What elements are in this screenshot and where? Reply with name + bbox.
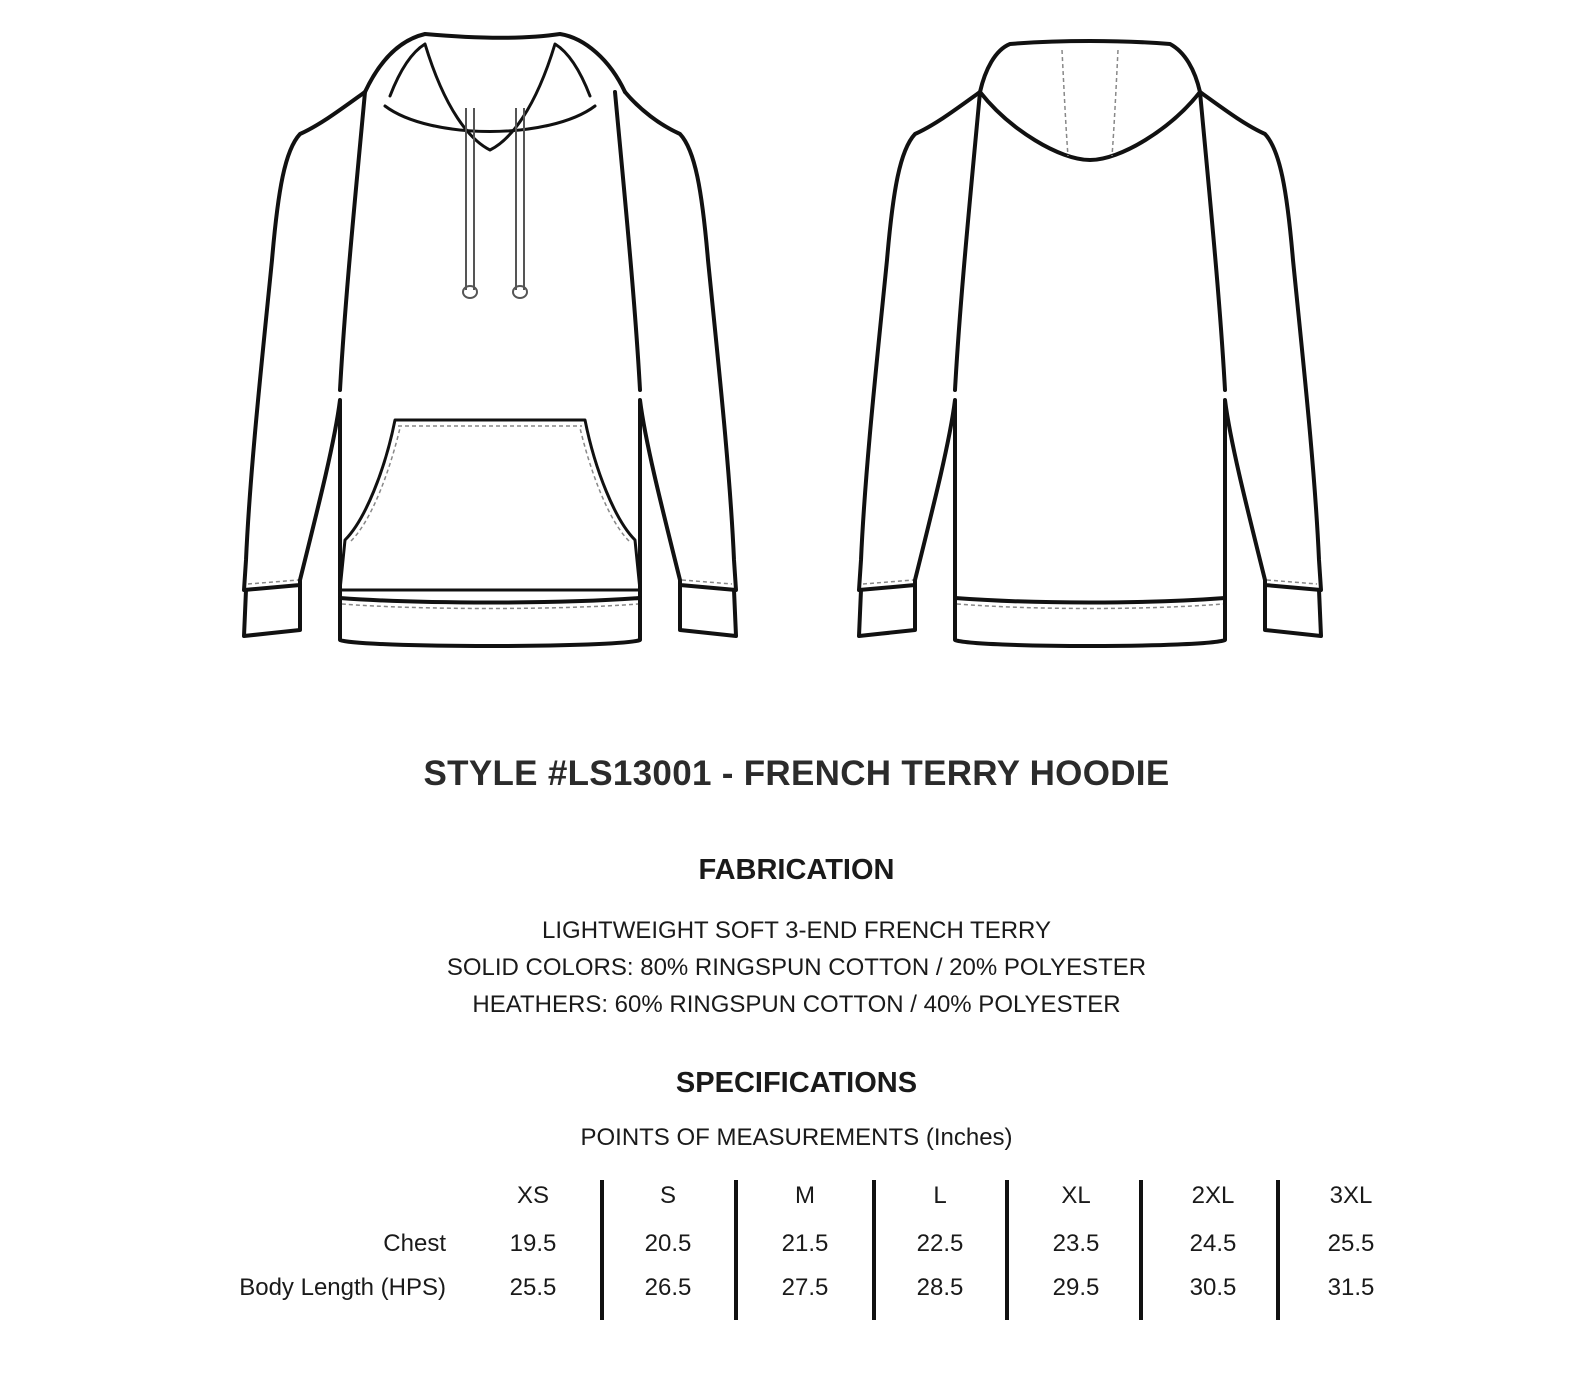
table-cell: 31.5	[1327, 1274, 1375, 1301]
size-header: M	[795, 1182, 815, 1209]
table-cell: 30.5	[1189, 1274, 1237, 1301]
column-divider	[1139, 1180, 1143, 1320]
size-header: S	[659, 1182, 677, 1209]
measurements-subheading: POINTS OF MEASUREMENTS (Inches)	[580, 1124, 1013, 1151]
fabrication-details	[0, 912, 1593, 1023]
table-cell: 20.5	[644, 1230, 692, 1257]
size-header: 3XL	[1329, 1182, 1373, 1209]
hoodie-back-view	[859, 41, 1321, 646]
size-header: XS	[516, 1182, 550, 1209]
table-cell: 28.5	[916, 1274, 964, 1301]
table-cell: 22.5	[916, 1230, 964, 1257]
column-divider	[1276, 1180, 1280, 1320]
table-cell: 21.5	[781, 1230, 829, 1257]
column-divider	[1005, 1180, 1009, 1320]
table-cell: 25.5	[509, 1274, 557, 1301]
size-header: 2XL	[1191, 1182, 1235, 1209]
column-divider	[600, 1180, 604, 1320]
table-cell: 25.5	[1327, 1230, 1375, 1257]
fabrication-line: HEATHERS: 60% RINGSPUN COTTON / 40% POLYESTER	[472, 991, 1121, 1018]
hoodie-front-view	[244, 34, 736, 646]
style-title: STYLE #LS13001 - FRENCH TERRY HOODIE	[423, 754, 1170, 793]
table-cell: 29.5	[1052, 1274, 1100, 1301]
table-cell: 24.5	[1189, 1230, 1237, 1257]
size-chart	[0, 1180, 1593, 1340]
fabrication-heading: FABRICATION	[698, 854, 895, 886]
table-cell: 19.5	[509, 1230, 557, 1257]
column-divider	[734, 1180, 738, 1320]
fabrication-line: SOLID COLORS: 80% RINGSPUN COTTON / 20% POLYESTER	[446, 954, 1147, 981]
table-cell: 27.5	[781, 1274, 829, 1301]
fabrication-line: LIGHTWEIGHT SOFT 3-END FRENCH TERRY	[542, 917, 1051, 944]
column-divider	[872, 1180, 876, 1320]
table-cell: 26.5	[644, 1274, 692, 1301]
specifications-heading: SPECIFICATIONS	[675, 1067, 918, 1099]
row-label-chest: Chest	[383, 1230, 446, 1257]
size-header: L	[933, 1182, 947, 1209]
table-cell: 23.5	[1052, 1230, 1100, 1257]
row-label-body-length: Body Length (HPS)	[239, 1274, 446, 1301]
hoodie-flat-sketch	[0, 0, 1593, 680]
size-header: XL	[1061, 1182, 1091, 1209]
